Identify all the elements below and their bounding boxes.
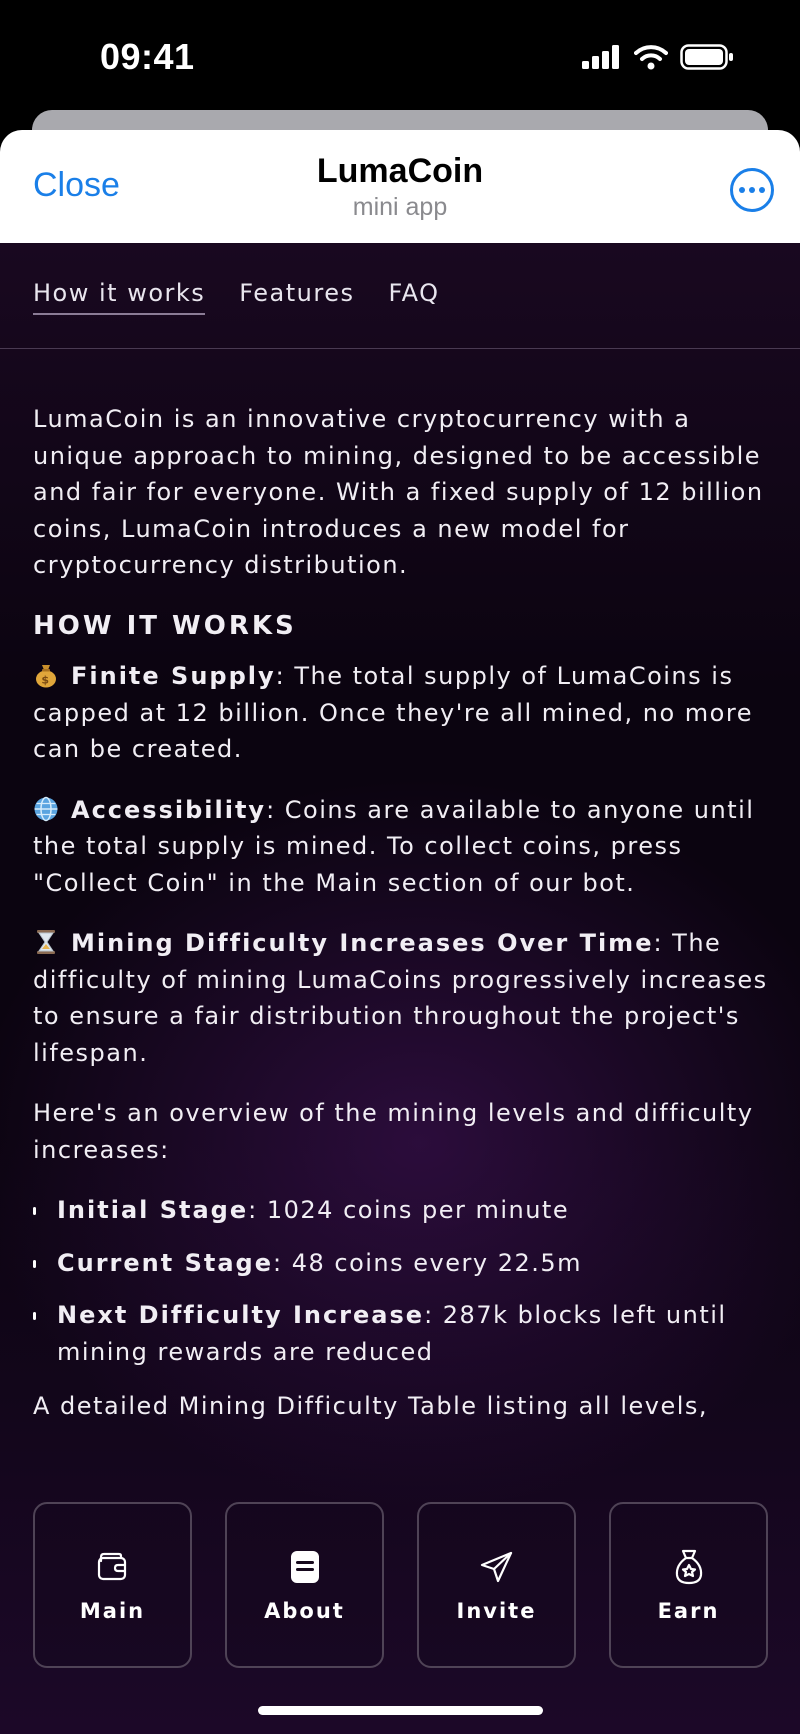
list-item — [33, 1192, 773, 1229]
nav-label: About — [264, 1599, 345, 1623]
level-text: : 287k blocks left until mining rewards are reduced — [57, 1301, 727, 1366]
bottom-nav — [33, 1502, 768, 1668]
mini-app-header — [0, 130, 800, 243]
document-icon — [285, 1547, 325, 1587]
intro-paragraph: LumaCoin is an innovative cryptocurrency with a unique approach to mining, designed to be accessible and fair for everyone. With a fixed supply of 12 billion coins, LumaCoin introduces a new model for cryptocurrency distribution. — [33, 405, 764, 579]
tabs-divider — [0, 348, 800, 349]
point-title: Finite Supply — [71, 662, 276, 690]
overview-paragraph: Here's an overview of the mining levels and difficulty increases: — [33, 1099, 754, 1164]
status-time: 09:41 — [100, 36, 195, 77]
app-subtitle: mini app — [352, 193, 448, 221]
level-text: : 48 coins every 22.5m — [272, 1248, 583, 1277]
point-text: : The total supply of LumaCoins is capped at 12 billion. Once they're all mined, no more can be created. — [33, 662, 753, 763]
article — [33, 401, 773, 1449]
nav-about-button[interactable] — [225, 1502, 384, 1668]
tab-features[interactable]: Features — [239, 279, 355, 307]
status-bar — [0, 0, 800, 110]
level-title: Initial Stage — [57, 1196, 249, 1224]
battery-icon — [680, 44, 734, 70]
level-text: : 1024 coins per minute — [248, 1196, 570, 1224]
app-title: LumaCoin — [316, 152, 484, 190]
wifi-icon — [634, 44, 668, 70]
status-icons — [582, 44, 734, 70]
wallet-icon — [93, 1547, 133, 1587]
nav-earn-button[interactable] — [609, 1502, 768, 1668]
nav-main-button[interactable] — [33, 1502, 192, 1668]
content-area — [0, 243, 800, 1734]
globe-icon — [33, 796, 59, 822]
money-bag-icon — [33, 662, 59, 688]
hourglass-icon — [33, 929, 59, 955]
list-item — [33, 1297, 773, 1370]
more-options-icon[interactable] — [730, 168, 774, 212]
send-icon — [477, 1547, 517, 1587]
trailing-paragraph: A detailed Mining Difficulty Table listing all levels, — [33, 1392, 709, 1420]
list-item — [33, 1245, 773, 1282]
coin-bag-icon — [669, 1547, 709, 1587]
mining-levels-list — [33, 1192, 773, 1370]
nav-invite-button[interactable] — [417, 1502, 576, 1668]
tab-faq[interactable]: FAQ — [388, 279, 440, 307]
tab-bar — [33, 279, 439, 315]
point-title: Accessibility — [71, 795, 267, 824]
svg-text:$: $ — [41, 673, 51, 687]
point-finite-supply — [33, 658, 773, 768]
point-title: Mining Difficulty Increases Over Time — [71, 929, 654, 957]
section-heading: HOW IT WORKS — [33, 610, 297, 641]
title-block — [0, 152, 800, 222]
nav-label: Main — [79, 1599, 146, 1623]
point-text: : The difficulty of mining LumaCoins progressively increases to ensure a fair distribution throughout the project's lifespan. — [33, 929, 768, 1067]
point-mining-difficulty — [33, 925, 773, 1071]
point-accessibility — [33, 792, 773, 902]
close-button[interactable]: Close — [33, 166, 120, 204]
nav-label: Earn — [657, 1599, 720, 1623]
nav-label: Invite — [456, 1599, 537, 1623]
home-indicator[interactable] — [258, 1706, 543, 1715]
cellular-signal-icon — [582, 45, 622, 69]
level-title: Current Stage — [57, 1248, 273, 1277]
level-title: Next Difficulty Increase — [57, 1301, 425, 1329]
tab-how-it-works[interactable]: How it works — [33, 279, 205, 315]
point-text: : Coins are available to anyone until the total supply is mined. To collect coins, press "Collect Coin" in the Main section of our bot. — [33, 795, 755, 897]
